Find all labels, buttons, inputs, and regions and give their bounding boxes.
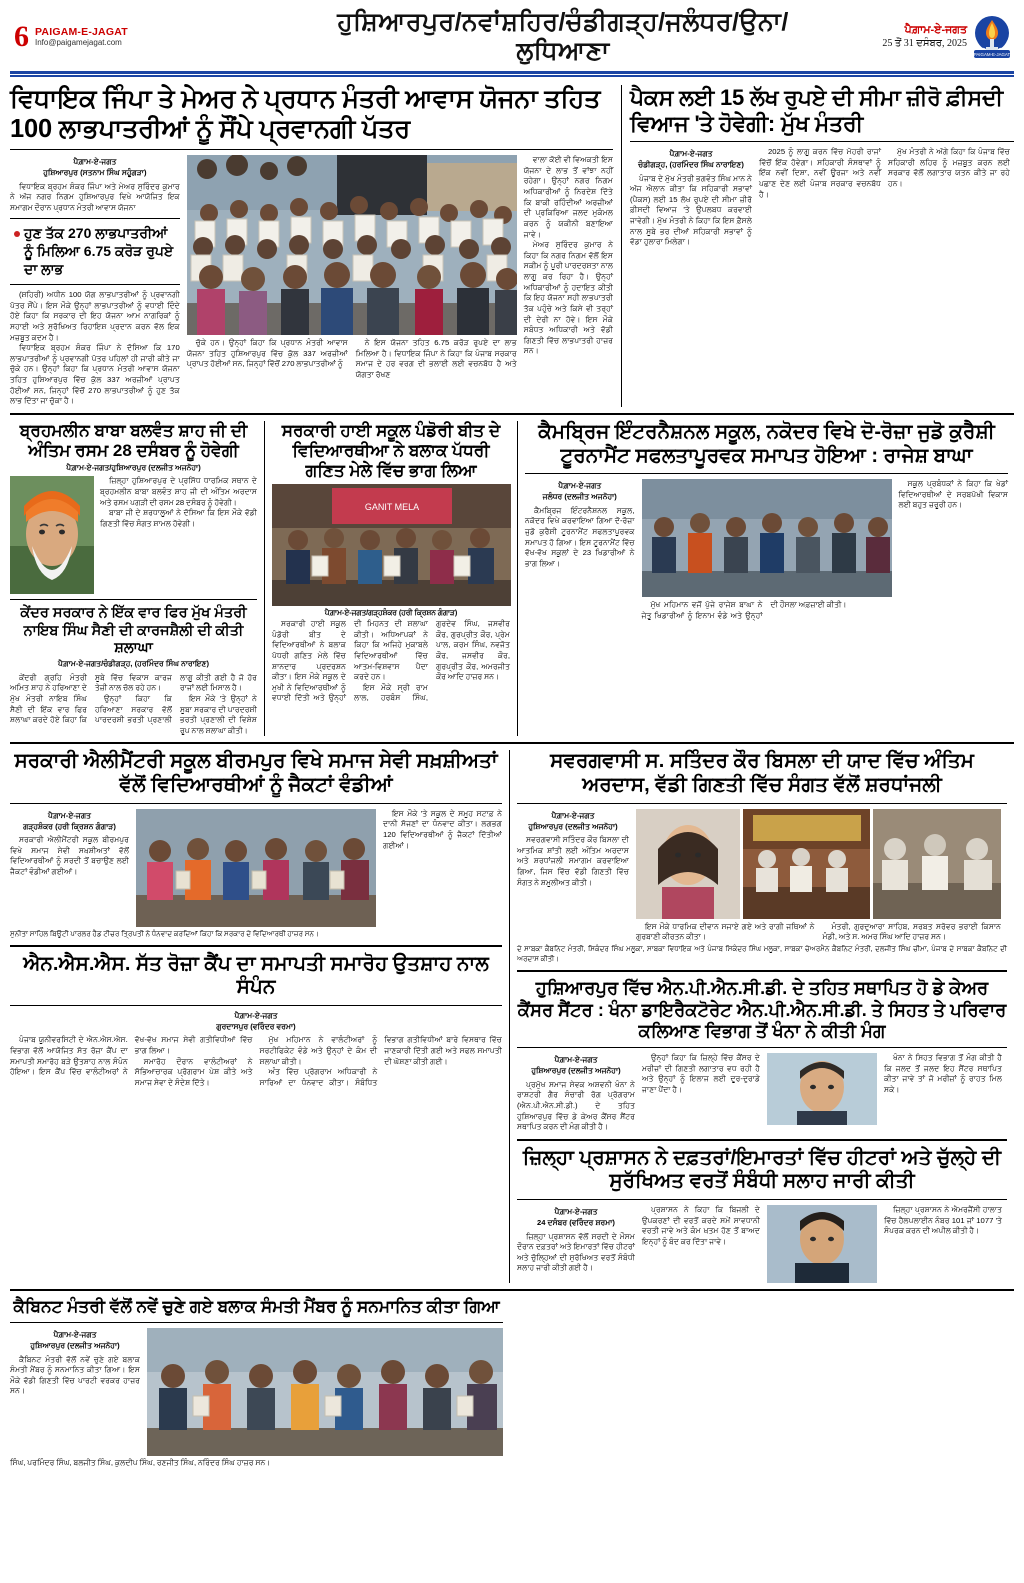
npncd-col-3: ਖੰਨਾ ਨੇ ਸਿਹਤ ਵਿਭਾਗ ਤੋਂ ਮੰਗ ਕੀਤੀ ਹੈ ਕਿ ਜਲਦ ਤੋਂ ਜਲਦ ਇਹ ਸੈਂਟਰ ਸਥਾਪਿਤ ਕੀਤਾ ਜਾਵੇ ਤਾਂ ਜੋ ਮਰੀਜ਼ਾਂ ਨੂੰ ਰਾਹਤ ਮਿਲ ਸਕੇ। bbox=[884, 1053, 1002, 1095]
heater-portrait-photo bbox=[767, 1205, 877, 1283]
baba-headline: ਬ੍ਰਹਮਲੀਨ ਬਾਬਾ ਬਲਵੰਤ ਸ਼ਾਹ ਜੀ ਦੀ ਅੰਤਿਮ ਰਸਮ 28 ਦਸੰਬਰ ਨੂੰ ਹੋਵੇਗੀ bbox=[19, 420, 248, 461]
lead-story bbox=[10, 85, 622, 407]
kendar-headline: ਕੇਂਦਰ ਸਰਕਾਰ ਨੇ ਇੱਕ ਵਾਰ ਫਿਰ ਮੁੱਖ ਮੰਤਰੀ ਨਾਇਬ ਸਿੰਘ ਸੈਣੀ ਦੀ ਕਾਰਜਸ਼ੈਲੀ ਦੀ ਕੀਤੀ ਸ਼ਲਾਘਾ bbox=[20, 605, 247, 657]
divider bbox=[517, 1199, 1007, 1200]
heater-byline-2: 24 ਦਸੰਬਰ (ਵਰਿੰਦਰ ਸ਼ਰਮਾ) bbox=[537, 1218, 615, 1228]
kendar-byline: ਪੈਗ਼ਾਮ-ਏ-ਜਗਤ/ਚੰਡੀਗੜ੍ਹ, (ਹਰਮਿੰਦਰ ਸਿੰਘ ਨਾਰਾਇਣ) bbox=[58, 659, 209, 669]
section-divider bbox=[10, 742, 1014, 744]
jacket-byline-2: ਗੜ੍ਹਸ਼ੰਕਰ (ਹਰੀ ਕ੍ਰਿਸ਼ਨ ਗੰਗਾੜ) bbox=[23, 821, 116, 831]
cambridge-byline-1: ਪੈਗ਼ਾਮ-ਏ-ਜਗਤ bbox=[558, 481, 602, 491]
heater-col-2: ਪ੍ਰਸ਼ਾਸਨ ਨੇ ਕਿਹਾ ਕਿ ਬਿਜਲੀ ਦੇ ਉਪਕਰਣਾਂ ਦੀ ਵਰਤੋਂ ਕਰਦੇ ਸਮੇਂ ਸਾਵਧਾਨੀ ਵਰਤੀ ਜਾਵੇ ਅਤੇ ਕੰਮ ਖ਼ਤਮ ਹੋਣ ਤੋਂ ਬਾਅਦ ਇਨ੍ਹਾਂ ਨੂੰ ਬੰਦ ਕਰ ਦਿੱਤਾ ਜਾਵੇ। bbox=[642, 1205, 760, 1246]
divider bbox=[517, 803, 1007, 804]
edition-list: ਹੁਸ਼ਿਆਰਪੁਰ/ਨਵਾਂਸ਼ਹਿਰ/ਚੰਡੀਗੜ੍ਹ/ਜਲੰਧਰ/ਉਨਾ/ਲੁਧਿਆਣਾ bbox=[337, 8, 789, 65]
divider bbox=[525, 473, 1008, 474]
math-fair-photo bbox=[272, 484, 511, 606]
divider bbox=[10, 803, 502, 804]
nss-col-3: ਮੁੱਖ ਮਹਿਮਾਨ ਨੇ ਵਾਲੰਟੀਅਰਾਂ ਨੂੰ ਸਰਟੀਫਿਕੇਟ ਵੰਡੇ ਅਤੇ ਉਨ੍ਹਾਂ ਦੇ ਕੰਮ ਦੀ ਸ਼ਲਾਘਾ ਕੀਤੀ। bbox=[259, 1035, 378, 1066]
divider bbox=[517, 1047, 1007, 1048]
baba-body-1: ਜ਼ਿਲ੍ਹਾ ਹੁਸ਼ਿਆਰਪੁਰ ਦੇ ਪ੍ਰਸਿੱਧ ਧਾਰਮਿਕ ਸਥਾਨ ਦੇ ਬ੍ਰਹਮਲੀਨ ਬਾਬਾ ਬਲਵੰਤ ਸ਼ਾਹ ਜੀ ਦੀ ਅੰਤਿਮ ਅਰਦਾਸ ਅਤੇ ਰਸਮ ਪਗੜੀ ਦੀ ਰਸਮ 28 ਦਸੰਬਰ ਨੂੰ ਹੋਵੇਗੀ। bbox=[100, 476, 257, 507]
math-headline: ਸਰਕਾਰੀ ਹਾਈ ਸਕੂਲ ਪੰਡੋਰੀ ਬੀਤ ਦੇ ਵਿਦਿਆਰਥੀਆ ਨੇ ਬਲਾਕ ਪੱਧਰੀ ਗਣਿਤ ਮੇਲੇ ਵਿੱਚ ਭਾਗ ਲਿਆ bbox=[281, 420, 501, 481]
lead-byline-2: ਹੁਸ਼ਿਆਰਪੁਰ (ਸਤਨਾਮ ਸਿੰਘ ਸਹੂੰਗੜਾ) bbox=[43, 168, 147, 178]
lead-col2-para: ਵਾਲਾ ਕੋਈ ਵੀ ਵਿਅਕਤੀ ਇਸ ਯੋਜਨਾ ਦੇ ਲਾਭ ਤੋਂ ਵਾਂਝਾ ਨਹੀਂ ਰਹੇਗਾ। ਉਨ੍ਹਾਂ ਨਗਰ ਨਿਗਮ ਅਧਿਕਾਰੀਆਂ ਨੂੰ ਨਿਰਦੇਸ਼ ਦਿੱਤੇ ਕਿ ਬਾਕੀ ਰਹਿੰਦੀਆਂ ਅਰਜ਼ੀਆਂ ਦੀ ਪ੍ਰਕਿਰਿਆ ਜਲਦ ਮੁਕੰਮਲ ਕਰਨ ਨੂੰ ਯਕੀਨੀ ਬਣਾਇਆ ਜਾਵੇ। bbox=[523, 155, 613, 239]
cm-col-1: ਪੰਜਾਬ ਦੇ ਮੁੱਖ ਮੰਤਰੀ ਭਗਵੰਤ ਸਿੰਘ ਮਾਨ ਨੇ ਅੱਜ ਐਲਾਨ ਕੀਤਾ ਕਿ ਸਹਿਕਾਰੀ ਸਭਾਵਾਂ (ਪੈਕਸ) ਲਈ 15 ਲੱਖ ਰੁਪਏ ਦੀ ਸੀਮਾ ਜ਼ੀਰੋ ਫ਼ੀਸਦੀ ਵਿਆਜ 'ਤੇ ਉਪਲਬਧ ਕਰਵਾਈ ਜਾਵੇਗੀ। ਮੁੱਖ ਮੰਤਰੀ ਨੇ ਕਿਹਾ ਕਿ ਇਸ ਫ਼ੈਸਲੇ ਨਾਲ ਸੂਬੇ ਭਰ ਦੀਆਂ ਸਹਿਕਾਰੀ ਸਭਾਵਾਂ ਨੂੰ ਵੱਡਾ ਹੁਲਾਰਾ ਮਿਲੇਗਾ। bbox=[630, 173, 752, 247]
lead-byline-1: ਪੈਗ਼ਾਮ-ਏ-ਜਗਤ bbox=[73, 157, 117, 167]
heater-col-1: ਜ਼ਿਲ੍ਹਾ ਪ੍ਰਸ਼ਾਸਨ ਵੱਲੋਂ ਸਰਦੀ ਦੇ ਮੌਸਮ ਦੌਰਾਨ ਦਫ਼ਤਰਾਂ ਅਤੇ ਇਮਾਰਤਾਂ ਵਿੱਚ ਹੀਟਰਾਂ ਅਤੇ ਚੁੱਲ੍ਹਿਆਂ ਦੀ ਸੁਰੱਖਿਅਤ ਵਰਤੋਂ ਸੰਬੰਧੀ ਸਲਾਹ ਜਾਰੀ ਕੀਤੀ ਗਈ ਹੈ। bbox=[517, 1231, 635, 1273]
baba-portrait-photo bbox=[10, 476, 94, 594]
lead-bridge-2: ਨੇ ਇਸ ਯੋਜਨਾ ਤਹਿਤ 6.75 ਕਰੋੜ ਰੁਪਏ ਦਾ ਲਾਭ ਮਿਲਿਆ ਹੈ। ਵਿਧਾਇਕ ਜਿੰਪਾ ਨੇ ਕਿਹਾ ਕਿ ਪੰਜਾਬ ਸਰਕਾਰ ਸਮਾਜ ਦੇ ਹਰ ਵਰਗ ਦੀ ਭਲਾਈ ਲਈ ਵਚਨਬੱਧ ਹੈ ਅਤੇ ਯੋਗਤਾ ਰੱਖਣ bbox=[355, 338, 517, 380]
npncd-col-2: ਉਨ੍ਹਾਂ ਕਿਹਾ ਕਿ ਜ਼ਿਲ੍ਹੇ ਵਿੱਚ ਕੈਂਸਰ ਦੇ ਮਰੀਜ਼ਾਂ ਦੀ ਗਿਣਤੀ ਲਗਾਤਾਰ ਵਧ ਰਹੀ ਹੈ ਅਤੇ ਉਨ੍ਹਾਂ ਨੂੰ ਇਲਾਜ ਲਈ ਦੂਰ-ਦੁਰਾਡੇ ਜਾਣਾ ਪੈਂਦਾ ਹੈ। bbox=[642, 1053, 760, 1095]
jacket-col-1: ਸਰਕਾਰੀ ਐਲੀਮੈਂਟਰੀ ਸਕੂਲ ਬੀਰਮਪੁਰ ਵਿਖੇ ਸਮਾਜ ਸੇਵੀ ਸਖ਼ਸ਼ੀਅਤਾਂ ਵੱਲੋਂ ਵਿਦਿਆਰਥੀਆਂ ਨੂੰ ਸਰਦੀ ਤੋਂ ਬਚਾਉਣ ਲਈ ਜੈਕਟਾਂ ਵੰਡੀਆਂ ਗਈਆਂ। bbox=[10, 835, 129, 877]
ardas-col-2: ਇਸ ਮੌਕੇ ਧਾਰਮਿਕ ਦੀਵਾਨ ਸਜਾਏ ਗਏ ਅਤੇ ਰਾਗੀ ਜਥਿਆਂ ਨੇ ਗੁਰਬਾਣੀ ਕੀਰਤਨ ਕੀਤਾ। bbox=[636, 921, 815, 942]
cambridge-headline: ਕੈਮਬ੍ਰਿਜ ਇੰਟਰਨੈਸ਼ਨਲ ਸਕੂਲ, ਨਕੋਦਰ ਵਿਖੇ ਦੋ-ਰੋਜ਼ਾ ਜੁਡੋ ਕੁਰੈਸ਼ੀ ਟੂਰਨਾਮੈਂਟ ਸਫਲਤਾਪੂਰਵਕ ਸਮਾਪਤ ਹੋਇਆ : ਰਾਜੇਸ਼ ਬਾਘਾ bbox=[538, 420, 995, 467]
jacket-col-3: ਸੁਨੀਤਾ ਸਾਹਿਲ ਬਿਊਟੀ ਪਾਰਲਰ ਹੈਡ ਟੀਚਰ ਤ੍ਰਿਪਤੀ ਨੇ ਧੰਨਵਾਦ ਕਰਦਿਆਂ ਕਿਹਾ ਕਿ ਸਰਕਾਰ ਦੇ ਵਿਦਿਆਰਥੀ ਹਾਜ਼ਰ ਸਨ। bbox=[10, 928, 319, 938]
heater-headline: ਜ਼ਿਲ੍ਹਾ ਪ੍ਰਸ਼ਾਸਨ ਨੇ ਦਫ਼ਤਰਾਂ/ਇਮਾਰਤਾਂ ਵਿੱਚ ਹੀਟਰਾਂ ਅਤੇ ਚੁੱਲ੍ਹੇ ਦੀ ਸੁਰੱਖਿਅਤ ਵਰਤੋਂ ਸੰਬੰਧੀ ਸਲਾਹ ਜਾਰੀ ਕੀਤੀ bbox=[522, 1146, 1002, 1193]
cm-story bbox=[622, 85, 1014, 407]
cambridge-col-3: ਸਕੂਲ ਪ੍ਰਬੰਧਕਾਂ ਨੇ ਕਿਹਾ ਕਿ ਖੇਡਾਂ ਵਿਦਿਆਰਥੀਆਂ ਦੇ ਸਰਬਪੱਖੀ ਵਿਕਾਸ ਲਈ ਬਹੁਤ ਜ਼ਰੂਰੀ ਹਨ। bbox=[898, 479, 1008, 510]
npncd-col-1: ਪ੍ਰਮੁੱਖ ਸਮਾਜ ਸੇਵਕ ਅਸ਼ਵਨੀ ਖੰਨਾ ਨੇ ਰਾਸ਼ਟਰੀ ਗੈਰ ਸੰਚਾਰੀ ਰੋਗ ਪ੍ਰੋਗਰਾਮ (ਐਨ.ਪੀ.ਐਨ.ਸੀ.ਡੀ.) ਦੇ ਤਹਿਤ ਹੁਸ਼ਿਆਰਪੁਰ ਵਿੱਚ ਡੇ ਕੇਅਰ ਕੈਂਸਰ ਸੈਂਟਰ ਸਥਾਪਿਤ ਕਰਨ ਦੀ ਮੰਗ ਕੀਤੀ ਹੈ। bbox=[517, 1079, 635, 1132]
jacket-byline-1: ਪੈਗ਼ਾਮ-ਏ-ਜਗਤ bbox=[47, 810, 92, 820]
masthead-rule-thin bbox=[10, 75, 1014, 77]
math-photo-caption: ਪੈਗ਼ਾਮ-ਏ-ਜਗਤ/ਗੜ੍ਹਸ਼ੰਕਰ (ਹਰੀ ਕ੍ਰਿਸ਼ਨ ਗੰਗਾੜ) bbox=[324, 608, 458, 618]
lead-col2-para2: ਮੇਅਰ ਸੁਰਿੰਦਰ ਕੁਮਾਰ ਨੇ ਕਿਹਾ ਕਿ ਨਗਰ ਨਿਗਮ ਵੱਲੋਂ ਇਸ ਸਕੀਮ ਨੂੰ ਪੂਰੀ ਪਾਰਦਰਸ਼ਤਾ ਨਾਲ ਲਾਗੂ ਕਰ ਰਿਹਾ ਹੈ। ਉਨ੍ਹਾਂ ਅਧਿਕਾਰੀਆਂ ਨੂੰ ਹਦਾਇਤ ਕੀਤੀ ਕਿ ਇਹ ਯੋਜਨਾ ਸਹੀ ਲਾਭਪਾਤਰੀ ਤੱਕ ਪਹੁੰਚੇ ਅਤੇ ਕਿਸੇ ਵੀ ਤਰ੍ਹਾਂ ਦੀ ਦੇਰੀ ਨਾ ਹੋਵੇ। ਇਸ ਮੌਕੇ ਸਬੰਧਤ ਅਧਿਕਾਰੀ ਅਤੇ ਵੱਡੀ ਗਿਣਤੀ ਵਿੱਚ ਲਾਭਪਾਤਰੀ ਹਾਜ਼ਰ ਸਨ। bbox=[523, 240, 613, 356]
heater-col-3: ਜ਼ਿਲ੍ਹਾ ਪ੍ਰਸ਼ਾਸਨ ਨੇ ਐਮਰਜੈਂਸੀ ਹਾਲਾਤ ਵਿੱਚ ਹੈਲਪਲਾਈਨ ਨੰਬਰ 101 ਜਾਂ 1077 'ਤੇ ਸੰਪਰਕ ਕਰਨ ਦੀ ਅਪੀਲ ਕੀਤੀ ਹੈ। bbox=[884, 1205, 1002, 1236]
section-divider bbox=[10, 1289, 1014, 1291]
svg-text:GANIT MELA: GANIT MELA bbox=[364, 502, 420, 513]
cabinet-story bbox=[10, 1297, 510, 1469]
cambridge-col-1: ਕੈਮਬ੍ਰਿਜ ਇੰਟਰਨੈਸ਼ਨਲ ਸਕੂਲ, ਨਕੋਦਰ ਵਿਖੇ ਕਰਵਾਇਆ ਗਿਆ ਦੋ-ਰੋਜ਼ਾ ਜੁਡੋ ਕੁਰੈਸ਼ੀ ਟੂਰਨਾਮੈਂਟ ਸਫਲਤਾਪੂਰਵਕ ਸਮਾਪਤ ਹੋ ਗਿਆ। ਇਸ ਟੂਰਨਾਮੈਂਟ ਵਿੱਚ ਵੱਖ-ਵੱਖ ਸਕੂਲਾਂ ਦੇ 23 ਖਿਡਾਰੀਆਂ ਨੇ ਭਾਗ ਲਿਆ। bbox=[525, 505, 635, 568]
divider bbox=[10, 1005, 502, 1006]
brand-name: PAIGAM-E-JAGAT bbox=[35, 26, 128, 39]
section-divider bbox=[10, 413, 1014, 415]
bullet-icon bbox=[14, 231, 20, 237]
divider bbox=[10, 149, 613, 150]
page-number: 6 bbox=[14, 20, 29, 53]
torch-logo-icon bbox=[972, 13, 1012, 61]
kendar-col-3: ਇਸ ਮੌਕੇ 'ਤੇ ਉਨ੍ਹਾਂ ਨੇ ਸੂਬਾ ਸਰਕਾਰ ਦੀ ਪਾਰਦਰਸ਼ੀ ਭਰਤੀ ਪ੍ਰਣਾਲੀ ਦੀ ਵਿਸ਼ੇਸ਼ ਰੂਪ ਨਾਲ ਸ਼ਲਾਘਾ ਕੀਤੀ। bbox=[180, 693, 257, 735]
lead-para-2: (ਸ਼ਹਿਰੀ) ਅਧੀਨ 100 ਯੋਗ ਲਾਭਪਾਤਰੀਆਂ ਨੂੰ ਪ੍ਰਵਾਨਗੀ ਪੱਤਰ ਸੌਂਪੇ। ਇਸ ਮੌਕੇ ਉਨ੍ਹਾਂ ਲਾਭਪਾਤਰੀਆਂ ਨੂੰ ਵਧਾਈ ਦਿੰਦੇ ਹੋਏ ਕਿਹਾ ਕਿ ਸਰਕਾਰ ਦੀ ਇਹ ਯੋਜਨਾ ਆਮ ਨਾਗਰਿਕਾਂ ਨੂੰ ਸਹਾਈ ਅਤੇ ਸੁਰੱਖਿਅਤ ਰਿਹਾਇਸ਼ ਪ੍ਰਦਾਨ ਕਰਨ ਵੱਲ ਇਕ ਮਜ਼ਬੂਤ ਕਦਮ ਹੈ। bbox=[10, 290, 180, 342]
divider bbox=[10, 599, 257, 600]
npncd-byline-1: ਪੈਗ਼ਾਮ-ਏ-ਜਗਤ bbox=[554, 1055, 598, 1065]
page-body bbox=[0, 81, 1024, 1475]
ardas-headline: ਸਵਰਗਵਾਸੀ ਸ. ਸਤਿੰਦਰ ਕੌਰ ਬਿਸਲਾ ਦੀ ਯਾਦ ਵਿੱਚ ਅੰਤਿਮ ਅਰਦਾਸ, ਵੱਡੀ ਗਿਣਤੀ ਵਿੱਚ ਸੰਗਤ ਵੱਲੋਂ ਸ਼ਰਧਾਂਜਲੀ bbox=[550, 750, 974, 797]
lead-callout-text: ਹੁਣ ਤੱਕ 270 ਲਾਭਪਾਤਰੀਆਂ ਨੂੰ ਮਿਲਿਆ 6.75 ਕਰੋੜ ਰੁਪਏ ਦਾ ਲਾਭ bbox=[24, 224, 174, 277]
masthead-right bbox=[832, 13, 1012, 61]
second-row bbox=[10, 421, 1014, 737]
math-body: ਸਰਕਾਰੀ ਹਾਈ ਸਕੂਲ ਪੰਡੋਰੀ ਬੀਤ ਦੇ ਵਿਦਿਆਰਥੀਆਂ ਨੇ ਬਲਾਕ ਪੱਧਰੀ ਗਣਿਤ ਮੇਲੇ ਵਿੱਚ ਸ਼ਾਨਦਾਰ ਪ੍ਰਦਰਸ਼ਨ ਕੀਤਾ। ਇਸ ਮੌਕੇ ਸਕੂਲ ਦੇ ਮੁਖੀ ਨੇ ਵਿਦਿਆਰਥੀਆਂ ਨੂੰ ਵਧਾਈ ਦਿੱਤੀ ਅਤੇ ਉਨ੍ਹਾਂ ਦੀ ਮਿਹਨਤ ਦੀ ਸ਼ਲਾਘਾ ਕੀਤੀ। ਅਧਿਆਪਕਾਂ ਨੇ ਕਿਹਾ ਕਿ ਅਜਿਹੇ ਮੁਕਾਬਲੇ ਵਿਦਿਆਰਥੀਆਂ ਵਿੱਚ ਆਤਮ-ਵਿਸ਼ਵਾਸ ਪੈਦਾ ਕਰਦੇ ਹਨ। bbox=[272, 619, 428, 703]
cm-col-2: 2025 ਨੂੰ ਲਾਗੂ ਕਰਨ ਵਿੱਚ ਮੋਹਰੀ ਰਾਜਾਂ ਵਿੱਚੋਂ ਇੱਕ ਹੋਵੇਗਾ। ਸਹਿਕਾਰੀ ਸੰਸਥਾਵਾਂ ਨੂੰ ਇੱਕ ਨਵੀਂ ਦਿਸ਼ਾ, ਨਵੀਂ ਊਰਜਾ ਅਤੇ ਨਵੀਂ ਪਛਾਣ ਦੇਣ ਲਈ ਪੰਜਾਬ ਸਰਕਾਰ ਵਚਨਬੱਧ ਹੈ। bbox=[759, 147, 881, 199]
lead-photo bbox=[187, 155, 517, 335]
divider bbox=[10, 1322, 503, 1323]
cambridge-byline-2: ਜਲੰਧਰ (ਦਲਜੀਤ ਅਜਨੋਹਾ) bbox=[542, 492, 617, 502]
lead-bridge-1: ਚੁੱਕੇ ਹਨ। ਉਨ੍ਹਾਂ ਕਿਹਾ ਕਿ ਪ੍ਰਧਾਨ ਮੰਤਰੀ ਆਵਾਸ ਯੋਜਨਾ ਤਹਿਤ ਹੁਸ਼ਿਆਰਪੁਰ ਵਿੱਚ ਕੁੱਲ 337 ਅਰਜ਼ੀਆਂ ਪ੍ਰਾਪਤ ਹੋਈਆਂ ਸਨ, ਜਿਨ੍ਹਾਂ ਵਿੱਚੋਂ 270 ਲਾਭਪਾਤਰੀਆਂ ਨੂੰ bbox=[186, 338, 348, 369]
npncd-byline-2: ਹੁਸ਼ਿਆਰਪੁਰ (ਦਲਜੀਤ ਅਜਨੋਹਾ) bbox=[531, 1066, 621, 1076]
ardas-photo-woman bbox=[636, 809, 740, 919]
cm-col-3: ਮੁੱਖ ਮੰਤਰੀ ਨੇ ਅੱਗੇ ਕਿਹਾ ਕਿ ਪੰਜਾਬ ਵਿੱਚ ਸਹਿਕਾਰੀ ਲਹਿਰ ਨੂੰ ਮਜ਼ਬੂਤ ਕਰਨ ਲਈ ਸਰਕਾਰ ਵੱਲੋਂ ਲਗਾਤਾਰ ਯਤਨ ਕੀਤੇ ਜਾ ਰਹੇ ਹਨ। bbox=[888, 147, 1010, 188]
logo-title: ਪੈਗ਼ਾਮ-ਏ-ਜਗਤ bbox=[904, 23, 967, 36]
masthead-brand bbox=[35, 26, 128, 47]
cabinet-byline-2: ਹੁਸ਼ਿਆਰਪੁਰ (ਦਲਜੀਤ ਅਜਨੋਹਾ) bbox=[30, 1341, 120, 1351]
nss-col-1: ਪੰਜਾਬ ਯੂਨੀਵਰਸਿਟੀ ਦੇ ਐਨ.ਐਸ.ਐਸ. ਵਿਭਾਗ ਵੱਲੋਂ ਆਯੋਜਿਤ ਸੱਤ ਰੋਜ਼ਾ ਕੈਂਪ ਦਾ ਸਮਾਪਤੀ ਸਮਾਰੋਹ ਬੜੇ ਉਤਸ਼ਾਹ ਨਾਲ ਸੰਪੰਨ ਹੋਇਆ। ਇਸ ਕੈਂਪ ਵਿੱਚ ਵਾਲੰਟੀਅਰਾਂ ਨੇ ਵੱਖ-ਵੱਖ ਸਮਾਜ ਸੇਵੀ ਗਤੀਵਿਧੀਆਂ ਵਿੱਚ ਭਾਗ ਲਿਆ। bbox=[10, 1035, 253, 1077]
math-fair-story bbox=[265, 421, 518, 737]
lead-para-1: ਵਿਧਾਇਕ ਬ੍ਰਹਮ ਸ਼ੰਕਰ ਜਿੰਪਾ ਅਤੇ ਮੇਅਰ ਸੁਰਿੰਦਰ ਕੁਮਾਰ ਨੇ ਅੱਜ ਨਗਰ ਨਿਗਮ ਹੁਸ਼ਿਆਰਪੁਰ ਵਿਖੇ ਆਯੋਜਿਤ ਇਕ ਸਮਾਗਮ ਦੌਰਾਨ ਪ੍ਰਧਾਨ ਮੰਤਰੀ ਆਵਾਸ ਯੋਜਨਾ bbox=[10, 181, 180, 212]
masthead bbox=[0, 0, 1024, 68]
cambridge-col-2: ਮੁੱਖ ਮਹਿਮਾਨ ਵਜੋਂ ਪੁੱਜੇ ਰਾਜੇਸ਼ ਬਾਘਾ ਨੇ ਜੇਤੂ ਖਿਡਾਰੀਆਂ ਨੂੰ ਇਨਾਮ ਵੰਡੇ ਅਤੇ ਉਨ੍ਹਾਂ ਦੀ ਹੌਸਲਾ ਅਫ਼ਜ਼ਾਈ ਕੀਤੀ। bbox=[641, 600, 847, 620]
svg-text:PAIGAM-E-JAGAT: PAIGAM-E-JAGAT bbox=[973, 52, 1011, 57]
lead-para-3: ਵਿਧਾਇਕ ਬ੍ਰਹਮ ਸ਼ੰਕਰ ਜਿੰਪਾ ਨੇ ਦੱਸਿਆ ਕਿ 170 ਲਾਭਪਾਤਰੀਆਂ ਨੂੰ ਪ੍ਰਵਾਨਗੀ ਪੱਤਰ ਪਹਿਲਾਂ ਹੀ ਜਾਰੀ ਕੀਤੇ ਜਾ ਚੁੱਕੇ ਹਨ। ਉਨ੍ਹਾਂ ਕਿਹਾ ਕਿ ਪ੍ਰਧਾਨ ਮੰਤਰੀ ਆਵਾਸ ਯੋਜਨਾ ਤਹਿਤ ਹੁਸ਼ਿਆਰਪੁਰ ਵਿੱਚ ਕੁੱਲ 337 ਅਰਜ਼ੀਆਂ ਪ੍ਰਾਪਤ ਹੋਈਆਂ ਸਨ, ਜਿਨ੍ਹਾਂ ਵਿੱਚੋਂ 270 ਲਾਭਪਾਤਰੀਆਂ ਨੂੰ ਹੁਣ ਤੱਕ ਲਾਭ ਦਿੱਤਾ ਜਾ ਚੁੱਕਾ ਹੈ। bbox=[10, 343, 180, 406]
nss-headline: ਐਨ.ਐਸ.ਐਸ. ਸੱਤ ਰੋਜ਼ਾ ਕੈਂਪ ਦਾ ਸਮਾਪਤੀ ਸਮਾਰੋਹ ਉਤਸ਼ਾਹ ਨਾਲ ਸੰਪੰਨ bbox=[23, 952, 489, 999]
ardas-caption: ਦੇ ਸਾਬਕਾ ਕੈਬਨਿਟ ਮੰਤਰੀ, ਸਿਕੰਦਰ ਸਿੰਘ ਮਲੂਕਾ, ਸਾਬਕਾ ਵਿਧਾਇਕ ਅਤੇ ਪੰਜਾਬ ਸਿਕੰਦਰ ਸਿੰਘ ਮਲੂਕਾ, ਸਾਬਕਾ ਚੇਅਰਮੈਨ ਕੈਬਨਿਟ ਮੰਤਰੀ, ਦਲਜੀਤ ਸਿੰਘ ਚੀਮਾ, ਪੰਜਾਬ ਦੇ ਸਾਬਕਾ ਕੈਬਨਿਟ ਦੀ ਅਰਦਾਸ ਕੀਤੀ। bbox=[517, 944, 1007, 963]
cm-headline: ਪੈਕਸ ਲਈ 15 ਲੱਖ ਰੁਪਏ ਦੀ ਸੀਮਾ ਜ਼ੀਰੋ ਫ਼ੀਸਦੀ ਵਿਆਜ 'ਤੇ ਹੋਵੇਗੀ: ਮੁੱਖ ਮੰਤਰੀ bbox=[630, 85, 1003, 136]
cabinet-caption: ਸਿੰਘ, ਪਰਮਿੰਦਰ ਸਿੰਘ, ਬਲਜੀਤ ਸਿੰਘ, ਕੁਲਦੀਪ ਸਿੰਘ, ਰਣਜੀਤ ਸਿੰਘ, ਨਰਿੰਦਰ ਸਿੰਘ ਹਾਜ਼ਰ ਸਨ। bbox=[10, 1458, 271, 1468]
kendar-col-1: ਕੇਂਦਰੀ ਗ੍ਰਹਿ ਮੰਤਰੀ ਅਮਿਤ ਸ਼ਾਹ ਨੇ ਹਰਿਆਣਾ ਦੇ ਮੁੱਖ ਮੰਤਰੀ ਨਾਇਬ ਸਿੰਘ ਸੈਣੀ ਦੀ ਇੱਕ ਵਾਰ ਫਿਰ ਸ਼ਲਾਘਾ ਕਰਦੇ ਹੋਏ ਕਿਹਾ ਕਿ ਸੂਬੇ ਵਿੱਚ ਵਿਕਾਸ ਕਾਰਜ ਤੇਜ਼ੀ ਨਾਲ ਚੱਲ ਰਹੇ ਹਨ। bbox=[10, 672, 172, 725]
ardas-byline-1: ਪੈਗ਼ਾਮ-ਏ-ਜਗਤ bbox=[551, 810, 595, 820]
cabinet-byline-1: ਪੈਗ਼ਾਮ-ਏ-ਜਗਤ bbox=[53, 1330, 97, 1340]
npncd-portrait-photo bbox=[767, 1053, 877, 1125]
cambridge-story bbox=[518, 421, 1008, 737]
cm-byline-1: ਪੈਗ਼ਾਮ-ਏ-ਜਗਤ bbox=[669, 149, 713, 159]
lead-headline: ਵਿਧਾਇਕ ਜਿੰਪਾ ਤੇ ਮੇਅਰ ਨੇ ਪ੍ਰਧਾਨ ਮੰਤਰੀ ਆਵਾਸ ਯੋਜਨਾ ਤਹਿਤ 100 ਲਾਭਪਾਤਰੀਆਂ ਨੂੰ ਸੌਂਪੇ ਪ੍ਰਵਾਨਗੀ ਪੱਤਰ bbox=[10, 85, 601, 143]
nss-byline-2: ਗੁਰਦਾਸਪੁਰ (ਵਰਿੰਦਰ ਵਰਮਾ) bbox=[216, 1022, 296, 1032]
third-row bbox=[10, 750, 1014, 1283]
cm-byline-2: ਚੰਡੀਗੜ੍ਹ, (ਹਰਮਿੰਦਰ ਸਿੰਘ ਨਾਰਾਇਣ) bbox=[638, 160, 744, 170]
jacket-photo bbox=[136, 809, 376, 927]
divider bbox=[517, 970, 1007, 972]
right-lower-column bbox=[510, 750, 1007, 1283]
divider bbox=[10, 945, 502, 947]
nss-byline-1: ਪੈਗ਼ਾਮ-ਏ-ਜਗਤ bbox=[234, 1010, 278, 1020]
ardas-photo-crowd bbox=[873, 809, 1001, 919]
nss-col-2: ਸਮਾਰੋਹ ਦੌਰਾਨ ਵਾਲੰਟੀਅਰਾਂ ਨੇ ਸੱਭਿਆਚਾਰਕ ਪ੍ਰੋਗਰਾਮ ਪੇਸ਼ ਕੀਤੇ ਅਤੇ ਸਮਾਜ ਸੇਵਾ ਦੇ ਸੰਦੇਸ਼ ਦਿੱਤੇ। bbox=[134, 1056, 253, 1087]
cambridge-photo bbox=[642, 479, 892, 597]
top-row bbox=[10, 85, 1014, 407]
cabinet-col-1: ਕੈਬਿਨਟ ਮੰਤਰੀ ਵੱਲੋਂ ਨਵੇਂ ਚੁਣੇ ਗਏ ਬਲਾਕ ਸੰਮਤੀ ਮੈਂਬਰ ਨੂੰ ਸਨਮਾਨਿਤ ਕੀਤਾ ਗਿਆ। ਇਸ ਮੌਕੇ ਵੱਡੀ ਗਿਣਤੀ ਵਿੱਚ ਪਾਰਟੀ ਵਰਕਰ ਹਾਜ਼ਰ ਸਨ। bbox=[10, 1354, 140, 1396]
cabinet-photo bbox=[147, 1328, 503, 1456]
divider bbox=[630, 141, 1014, 142]
baba-body-2: ਬਾਬਾ ਜੀ ਦੇ ਸ਼ਰਧਾਲੂਆਂ ਨੇ ਦੱਸਿਆ ਕਿ ਇਸ ਮੌਕੇ ਵੱਡੀ ਗਿਣਤੀ ਵਿੱਚ ਸੰਗਤ ਸ਼ਾਮਲ ਹੋਵੇਗੀ। bbox=[100, 508, 257, 528]
masthead-left bbox=[14, 22, 294, 52]
ardas-byline-2: ਹੁਸ਼ਿਆਰਪੁਰ (ਦਲਜੀਤ ਅਜਨੋਹਾ) bbox=[528, 821, 618, 831]
jacket-col-2: ਇਸ ਮੌਕੇ 'ਤੇ ਸਕੂਲ ਦੇ ਸਮੂਹ ਸਟਾਫ਼ ਨੇ ਦਾਨੀ ਸੱਜਣਾਂ ਦਾ ਧੰਨਵਾਦ ਕੀਤਾ। ਲਗਭਗ 120 ਵਿਦਿਆਰਥੀਆਂ ਨੂੰ ਜੈਕਟਾਂ ਦਿੱਤੀਆਂ ਗਈਆਂ। bbox=[383, 808, 502, 850]
issue-date: 25 ਤੋਂ 31 ਦਸੰਬਰ, 2025 bbox=[882, 37, 967, 49]
ardas-col-1: ਸਵਰਗਵਾਸੀ ਸਤਿੰਦਰ ਕੌਰ ਬਿਸਲਾ ਦੀ ਆਤਮਿਕ ਸ਼ਾਂਤੀ ਲਈ ਅੰਤਿਮ ਅਰਦਾਸ ਅਤੇ ਸ਼ਰਧਾਂਜਲੀ ਸਮਾਗਮ ਕਰਵਾਇਆ ਗਿਆ, ਜਿਸ ਵਿੱਚ ਵੱਡੀ ਗਿਣਤੀ ਵਿੱਚ ਸੰਗਤ ਨੇ ਸ਼ਮੂਲੀਅਤ ਕੀਤੀ। bbox=[517, 835, 629, 887]
jacket-headline: ਸਰਕਾਰੀ ਐਲੀਮੈਂਟਰੀ ਸਕੂਲ ਬੀਰਮਪੁਰ ਵਿਖੇ ਸਮਾਜ ਸੇਵੀ ਸਖ਼ਸ਼ੀਅਤਾਂ ਵੱਲੋਂ ਵਿਦਿਆਰਥੀਆਂ ਨੂੰ ਜੈਕਟਾਂ ਵੰਡੀਆਂ bbox=[14, 750, 498, 797]
baba-story bbox=[10, 421, 265, 737]
kendar-col-2: ਉਨ੍ਹਾਂ ਕਿਹਾ ਕਿ ਹਰਿਆਣਾ ਸਰਕਾਰ ਵੱਲੋਂ ਪਾਰਦਰਸ਼ੀ ਭਰਤੀ ਪ੍ਰਣਾਲੀ ਲਾਗੂ ਕੀਤੀ ਗਈ ਹੈ ਜੋ ਹੋਰ ਰਾਜਾਂ ਲਈ ਮਿਸਾਲ ਹੈ। bbox=[95, 672, 257, 725]
masthead-right-text bbox=[882, 24, 967, 50]
lead-callout bbox=[10, 218, 180, 286]
heater-byline-1: ਪੈਗ਼ਾਮ-ਏ-ਜਗਤ bbox=[554, 1207, 598, 1216]
cabinet-headline: ਕੈਬਿਨਟ ਮੰਤਰੀ ਵੱਲੋਂ ਨਵੇਂ ਚੁਣੇ ਗਏ ਬਲਾਕ ਸੰਮਤੀ ਮੈਂਬਰ ਨੂੰ ਸਨਮਾਨਿਤ ਕੀਤਾ ਗਿਆ bbox=[13, 1297, 500, 1316]
divider bbox=[517, 1139, 1007, 1141]
nss-col-4: ਅੰਤ ਵਿੱਚ ਪ੍ਰੋਗਰਾਮ ਅਧਿਕਾਰੀ ਨੇ ਸਾਰਿਆਂ ਦਾ ਧੰਨਵਾਦ ਕੀਤਾ। ਸੰਬੰਧਿਤ ਵਿਭਾਗ ਗਤੀਵਿਧੀਆਂ ਬਾਰੇ ਵਿਸਥਾਰ ਵਿੱਚ ਜਾਣਕਾਰੀ ਦਿੱਤੀ ਗਈ ਅਤੇ ਸਫਲ ਸਮਾਪਤੀ ਦੀ ਘੋਸ਼ਣਾ ਕੀਤੀ ਗਈ। bbox=[259, 1035, 502, 1087]
jacket-story bbox=[10, 750, 510, 1283]
ardas-photo-stage bbox=[743, 809, 871, 919]
baba-byline: ਪੈਗ਼ਾਮ-ਏ-ਜਗਤ/ਹੁਸ਼ਿਆਰਪੁਰ (ਦਲਜੀਤ ਅਜਨੋਹਾ) bbox=[66, 463, 201, 473]
math-names: ਇਸ ਮੌਕੇ ਸ੍ਰੀ ਰਾਮ ਲਾਲ, ਹਰਬੰਸ ਸਿੰਘ, ਗੁਰਦੇਵ ਸਿੰਘ, ਜਸਵੀਰ ਕੌਰ, ਗੁਰਪ੍ਰੀਤ ਕੌਰ, ਪ੍ਰੇਮ ਪਾਲ, ਕਰਮ ਸਿੰਘ, ਨਵਜੋਤ ਕੌਰ, ਜਸਵੀਰ ਕੌਰ, ਗੁਰਪ੍ਰੀਤ ਕੌਰ, ਅਮਰਜੀਤ ਕੌਰ ਆਦਿ ਹਾਜ਼ਰ ਸਨ। bbox=[354, 619, 510, 703]
ardas-col-3: ਮੰਤਰੀ, ਗੁਰਦੁਆਰਾ ਸਾਹਿਬ, ਸਰਬਤ ਸਰੋਵਰ ਭਰਾਈ ਕਿਸਾਨ ਮੰਡੀ, ਅਤੇ ਸ. ਅਮਰ ਸਿੰਘ ਆਦਿ ਹਾਜ਼ਰ ਸਨ। bbox=[822, 921, 1001, 942]
masthead-rule bbox=[10, 70, 1014, 74]
npncd-headline: ਹੁਸ਼ਿਆਰਪੁਰ ਵਿੱਚ ਐਨ.ਪੀ.ਐਨ.ਸੀ.ਡੀ. ਦੇ ਤਹਿਤ ਸਥਾਪਿਤ ਹੋ ਡੇ ਕੇਅਰ ਕੈਂਸਰ ਸੈਂਟਰ : ਖੰਨਾ ਡਾਇਰੈਕਟੋਰੇਟ ਐਨ.ਪੀ.ਐਨ.ਸੀ.ਡੀ. ਤੇ ਸਿਹਤ ਤੇ ਪਰਿਵਾਰ ਕਲਿਆਣ ਵਿਭਾਗ ਤੋਂ ਖੰਨਾ ਨੇ ਕੀਤੀ ਮੰਗ bbox=[517, 978, 1007, 1041]
brand-email: Info@paigamejagat.com bbox=[35, 38, 122, 48]
